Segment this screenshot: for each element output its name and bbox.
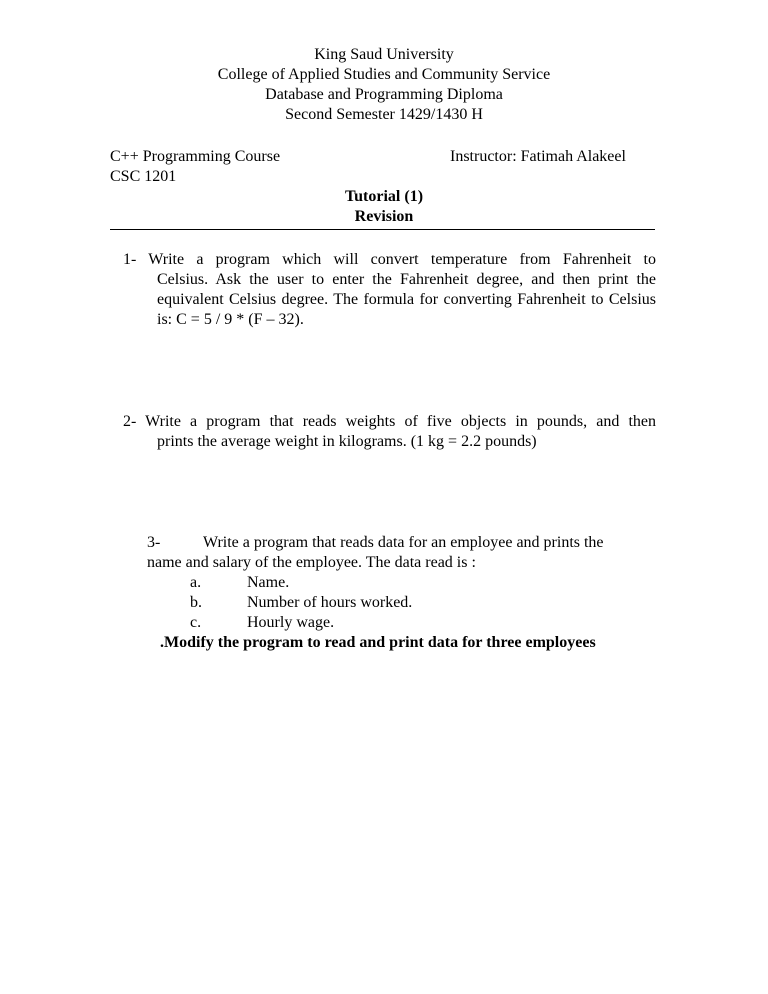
- tutorial-heading: [0, 187, 768, 227]
- question-1: [123, 250, 656, 330]
- modify-instruction: .Modify the program to read and print data for three employees: [160, 634, 596, 651]
- question-text: prints the average weight in kilograms. (1 kg = 2.2 pounds): [157, 433, 537, 450]
- question-first-line: Write a program which will convert temperature from Fahrenheit to: [148, 251, 656, 268]
- diploma-name: Database and Programming Diploma: [265, 86, 503, 103]
- question-number: 3-: [147, 534, 161, 551]
- question-first-line: Write a program that reads data for an employee and prints the: [203, 534, 604, 551]
- list-marker: c.: [190, 614, 202, 631]
- question-3: [147, 533, 657, 653]
- college-name: College of Applied Studies and Community Service: [217, 66, 551, 83]
- university-name: King Saud University: [314, 46, 454, 63]
- course-code: CSC 1201: [110, 168, 177, 185]
- question-second-line: name and salary of the employee. The data read is :: [147, 554, 476, 571]
- list-text: Name.: [247, 574, 290, 591]
- tutorial-subtitle: Revision: [354, 208, 414, 225]
- question-first-line: Write a program that reads weights of five objects in pounds, and then: [145, 413, 656, 430]
- course-name: C++ Programming Course: [110, 148, 281, 165]
- header-divider: [110, 229, 655, 230]
- question-number: 1-: [123, 251, 137, 268]
- list-item: [147, 593, 657, 613]
- instructor-name: Instructor: Fatimah Alakeel: [450, 148, 626, 165]
- question-2: [123, 412, 656, 452]
- question-number: 2-: [123, 413, 137, 430]
- semester-label: Second Semester 1429/1430 H: [285, 106, 483, 123]
- list-text: Number of hours worked.: [247, 594, 413, 611]
- tutorial-title: Tutorial (1): [344, 188, 424, 205]
- list-marker: b.: [190, 594, 202, 611]
- question-text: Celsius. Ask the user to enter the Fahrenheit degree, and then print the equivalent Celsius degree. The formula for converting Fahrenheit to Celsius is: C = 5 / 9 * (F – 32).: [157, 271, 656, 328]
- list-item: [147, 573, 657, 593]
- list-item: [147, 613, 657, 633]
- list-text: Hourly wage.: [247, 614, 335, 631]
- document-header: [0, 45, 768, 125]
- list-marker: a.: [190, 574, 202, 591]
